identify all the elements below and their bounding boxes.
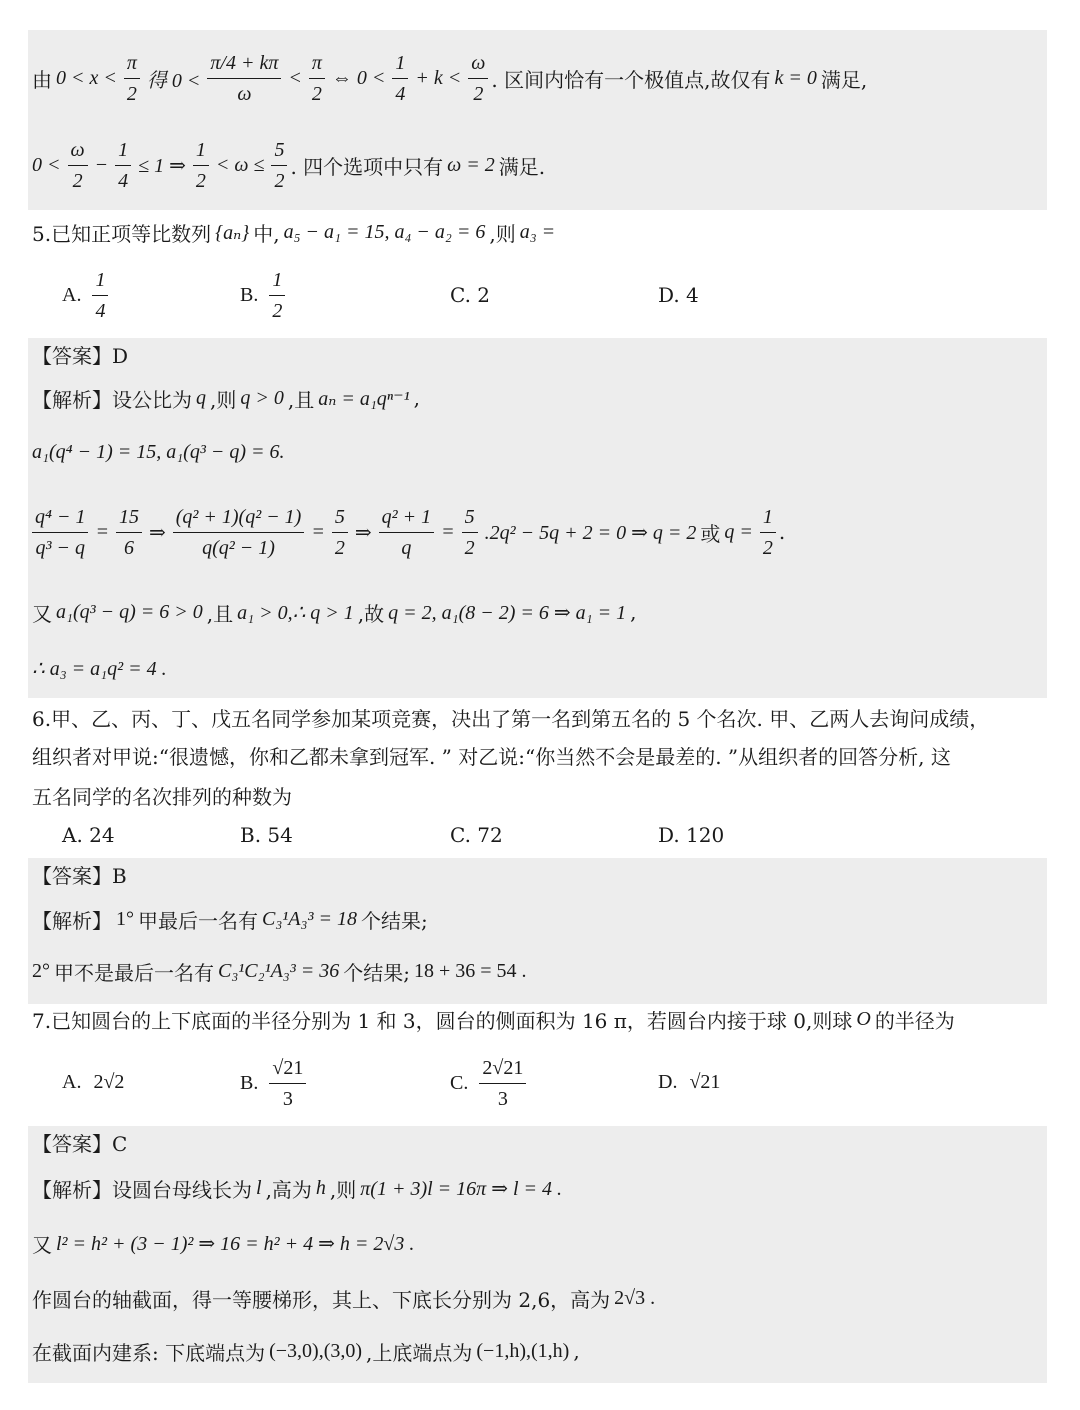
fraction: $\frac{5}{2}$	[332, 502, 348, 563]
q6-option-d: D. 120	[658, 823, 725, 847]
q7-solution-3: 作圆台的轴截面，得一等腰梯形，其上、下底长分别为 2,6，高为 2√3 .	[32, 1286, 656, 1312]
q6-option-b: B. 54	[240, 823, 293, 847]
q5-option-b: B. $\frac{1}{2}$	[240, 265, 288, 325]
q7-answer: 【答案】C	[32, 1131, 128, 1156]
q6-stem-3: 五名同学的名次排列的种数为	[32, 784, 292, 809]
q5-solution-3: $\frac{\text{q⁴ − 1}}{\text{q³ − q}}$ = $\frac{15}{6}$ ⇒ $\frac{\text{(q² + 1)(q² − 1)}}{\text{q(q² − 1)}}$ = $\frac{5}{2}$ ⇒ $\frac{\text{q² + 1}}{q}$ = $\frac{5}{2}$ .2q² − 5q + 2 = 0 ⇒ q = 2 或 q = $\frac{1}{2}$ .	[32, 494, 1050, 570]
fraction: $\frac{1}{4}$	[115, 135, 131, 196]
q7-solution-2: 又 l² = h² + (3 − 1)² ⇒ 16 = h² + 4 ⇒ h = 2√3 .	[32, 1232, 415, 1257]
q6-answer: 【答案】B	[32, 863, 127, 888]
q5-stem: 5.已知正项等比数列 {aₙ} 中, a₅ − a₁ = 15, a₄ − a₂ = 6 ,则 a₃ =	[32, 220, 556, 246]
fraction: $\frac{1}{2}$	[269, 265, 285, 326]
fraction: $\frac{15}{6}$	[116, 502, 142, 563]
q6-option-a: A. 24	[62, 823, 115, 847]
q7-solution-4: 在截面内建系: 下底端点为 (−3,0),(3,0) ,上底端点为 (−1,h),(1,h) ,	[32, 1339, 580, 1365]
q6-stem-2: 组织者对甲说:“很遗憾，你和乙都未拿到冠军. ” 对乙说:“你当然不会是最差的. ”从组织者的回答分析, 这	[32, 744, 951, 769]
prev-line-1: 由 0 < x < $\frac{\pi}{2}$ 得 0 < $\frac{\pi/4 + k\pi}{\omega}$ < $\frac{\pi}{2}$ ⇔ 0 < $\frac{1}{4}$ + k < $\frac{\omega}{2}$ . 区间内恰有一个极值点,故仅有 k = 0 满足,	[32, 38, 1050, 118]
fraction: $\frac{\pi}{2}$	[309, 48, 325, 109]
fraction: $\frac{1}{2}$	[760, 502, 776, 563]
q5-solution-2: a₁(q⁴ − 1) = 15, a₁(q³ − q) = 6.	[32, 440, 285, 463]
q5-solution-1: 【解析】 设公比为 q ,则 q > 0 ,且 aₙ = a₁qⁿ⁻¹ ,	[32, 386, 420, 412]
q7-option-c: C. $\frac{2√21}{3}$	[450, 1052, 529, 1114]
q7-option-d: D. √21	[658, 1070, 721, 1093]
q7-stem: 7.已知圆台的上下底面的半径分别为 1 和 3，圆台的侧面积为 16 π，若圆台内接于球 0,则球 O 的半径为	[32, 1007, 955, 1033]
fraction: $\frac{\text{q² + 1}}{q}$	[379, 502, 435, 563]
q7-option-a: A. 2√2	[62, 1070, 125, 1093]
prev-line-2: 0 < $\frac{\omega}{2}$ − $\frac{1}{4}$ ≤ 1 ⇒ $\frac{1}{2}$ < ω ≤ $\frac{5}{2}$ . 四个选项中只有 ω = 2 满足.	[32, 132, 1050, 198]
q5-solution-5: ∴ a₃ = a₁q² = 4 .	[32, 657, 167, 680]
q5-solution-4: 又 a₁(q³ − q) = 6 > 0 ,且 a₁ > 0,∴ q > 1 ,故 q = 2, a₁(8 − 2) = 6 ⇒ a₁ = 1 ,	[32, 600, 637, 626]
q5-option-a: A. $\frac{1}{4}$	[62, 265, 111, 325]
q7-solution-1: 【解析】 设圆台母线长为 l ,高为 h ,则 π(1 + 3)l = 16π ⇒ l = 4 .	[32, 1176, 562, 1202]
fraction: $\frac{2√21}{3}$	[479, 1053, 526, 1114]
fraction: $\frac{5}{2}$	[271, 135, 287, 196]
q6-option-c: C. 72	[450, 823, 503, 847]
fraction: $\frac{1}{2}$	[193, 135, 209, 196]
q6-solution-1: 【解析】 1° 甲最后一名有 C₃¹A₃³ = 18 个结果;	[32, 907, 428, 933]
q6-stem-1: 6.甲、乙、丙、丁、戊五名同学参加某项竞赛，决出了第一名到第五名的 5 个名次. 甲、乙两人去询问成绩，	[32, 706, 990, 731]
fraction: $\frac{1}{4}$	[392, 48, 408, 109]
q5-answer: 【答案】D	[32, 343, 129, 368]
fraction: $\frac{\omega}{2}$	[468, 48, 488, 109]
fraction: $\frac{√21}{3}$	[269, 1053, 306, 1114]
q6-solution-2: 2° 甲不是最后一名有 C₃¹C₂¹A₃³ = 36 个结果; 18 + 36 = 54 .	[32, 959, 527, 985]
fraction: $\frac{\omega}{2}$	[68, 135, 88, 196]
fraction: $\frac{\pi}{2}$	[124, 48, 140, 109]
fraction: $\frac{\text{q⁴ − 1}}{\text{q³ − q}}$	[32, 502, 88, 563]
fraction: $\frac{1}{4}$	[92, 265, 108, 326]
q5-option-d: D. 4	[658, 283, 699, 307]
q7-option-b: B. $\frac{√21}{3}$	[240, 1052, 309, 1114]
fraction: $\frac{\text{(q² + 1)(q² − 1)}}{\text{q(q² − 1)}}$	[173, 502, 305, 563]
fraction: $\frac{5}{2}$	[462, 502, 478, 563]
fraction: $\frac{\pi/4 + k\pi}{\omega}$	[207, 48, 281, 109]
q5-option-c: C. 2	[450, 283, 491, 307]
